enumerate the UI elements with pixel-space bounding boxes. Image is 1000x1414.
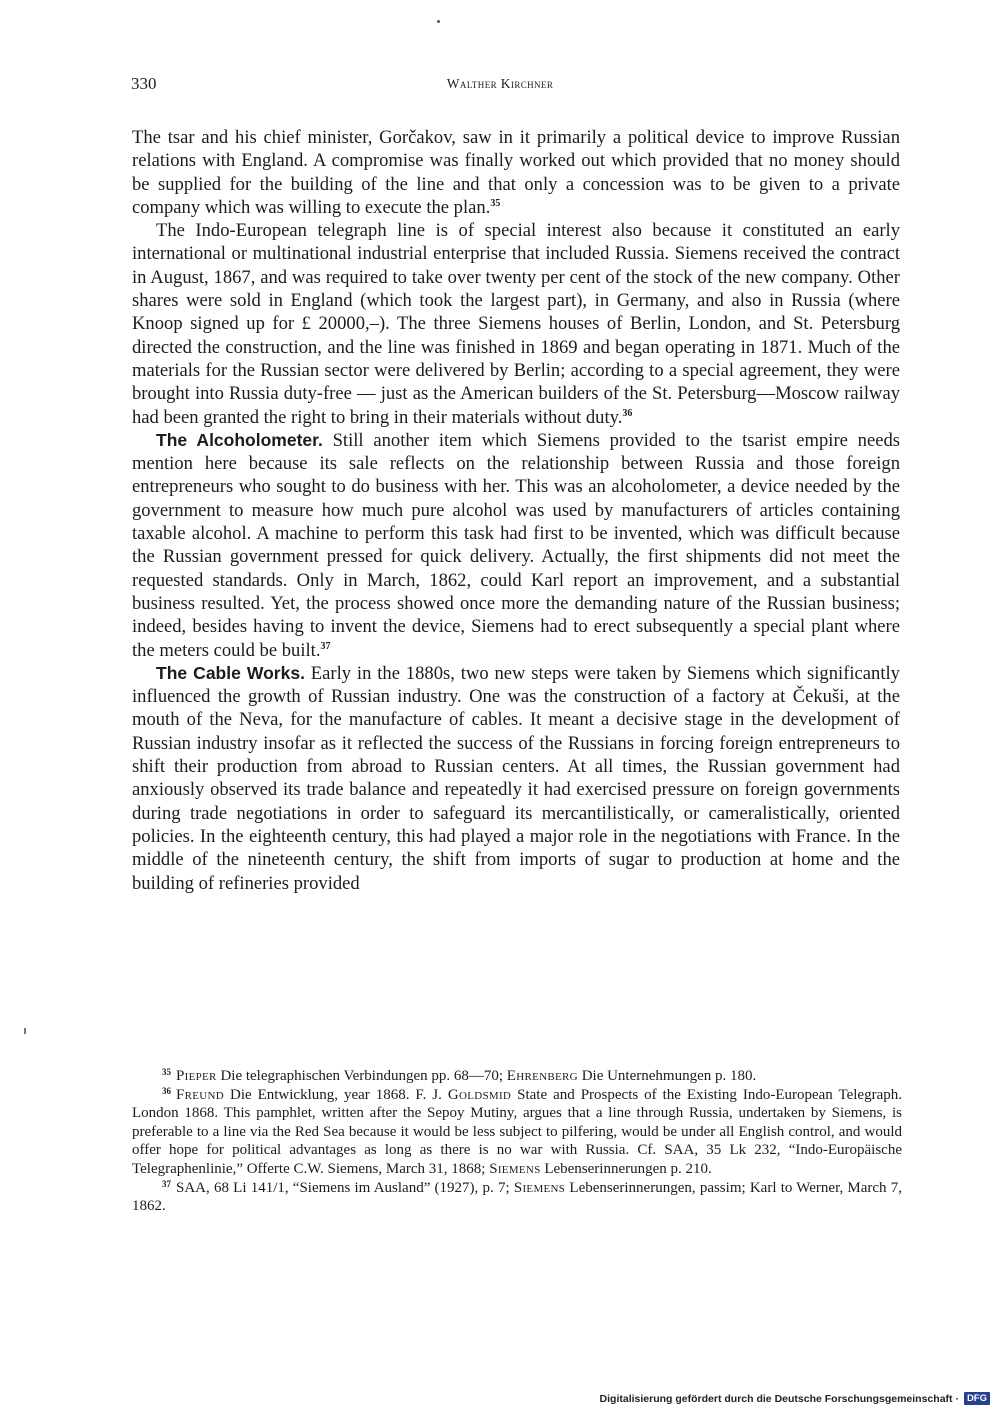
running-head: Walther Kirchner (446, 76, 554, 91)
footnote-36 (132, 1086, 902, 1179)
paragraph-2 (132, 219, 900, 429)
footnote-ref-36: 36 (622, 407, 633, 419)
footnote-author: Siemens (513, 1179, 566, 1196)
paragraph-1 (132, 126, 900, 219)
footnote-author: Pieper (176, 1068, 217, 1084)
footnote-author: Siemens (489, 1160, 541, 1177)
footnote-ref-35: 35 (490, 197, 501, 209)
footnote-text: State and Prospects of the Existing Indo-European Telegraph. London 1868. This pamphlet, written after the Sepoy Mutiny, argues that a line through Russia, undertaken by Siemens, is preferable to a line via the Red Sea because it would be less subject to pilfering, would be under all English control, and would offer hope for political advantages as long as there is no war with Russia. Cf. SAA, 35 Lk 232, “Indo-Europäische Telegraphenlinie,” Offerte C.W. Siemens, March 31, 1868; (132, 1086, 902, 1177)
paragraph-3-text: Still another item which Siemens provided to the tsarist empire needs mention here because its sale reflects on the relationship between Russia and those foreign entrepreneurs who sought to do business with her. This was an alcoholometer, a device needed by the government to measure how much pure alcohol was used by manufacturers of articles containing taxable alcohol. A machine to perform this task had first to be invented, which was difficult because the Russian government pressed for quick delivery. Actually, the first shipments did not meet the requested standards. Only in March, 1862, could Karl report an improvement, and a substantial business resulted. Yet, the process showed once more the demanding nature of the Russian business; indeed, besides having to invent the device, Siemens had to erect subsequently a special plant where the meters could be built. (132, 429, 900, 661)
footnote-text: Die Entwicklung, year 1868. F. J. (224, 1086, 448, 1103)
footnote-author: Ehrenberg (506, 1068, 578, 1084)
footnote-number: 35 (162, 1067, 171, 1077)
footnote-text: SAA, 68 Li 141/1, “Siemens im Ausland” (1927), p. 7; (176, 1179, 514, 1196)
footnote-text: Die telegraphischen Verbindungen pp. 68—70; (216, 1068, 507, 1084)
paragraph-4 (132, 662, 900, 895)
paragraph-2-text: The Indo-European telegraph line is of special interest also because it constituted an early international or multinational industrial enterprise that included Russia. Siemens received the contract in August, 1867, and was required to take over twenty per cent of the stock of the new company. Other shares were sold in England (which took the largest part), in Germany, and also in Russia (where Knoop signed up for £ 20000,–). The three Siemens houses of Berlin, London, and St. Petersburg directed the construction, and the line was finished in 1869 and began operating in 1871. Much of the materials for the Russian sector were delivered by Berlin; according to a special agreement, they were brought into Russia duty-free — just as the American builders of the St. Petersburg—Moscow railway had been granted the right to bring in their materials without duty. (132, 220, 900, 428)
footnote-text: Die Unternehmungen p. 180. (577, 1068, 757, 1084)
paragraph-3 (132, 429, 900, 662)
section-heading-alcoholometer: The Alcoholometer. (156, 429, 323, 450)
footnotes (132, 1067, 902, 1216)
margin-mark (24, 1028, 26, 1034)
footnote-35 (132, 1067, 902, 1086)
dfg-logo-icon: DFG (964, 1392, 990, 1405)
section-heading-cable-works: The Cable Works. (156, 662, 305, 683)
footnote-37 (132, 1179, 902, 1216)
footnote-number: 37 (162, 1178, 171, 1189)
body-text (132, 126, 900, 895)
page-number: 330 (131, 74, 157, 93)
dfg-funding-text: Digitalisierung gefördert durch die Deutsche Forschungsgemeinschaft · (599, 1392, 959, 1405)
footnote-author: Freund (176, 1086, 225, 1103)
footnote-author: Goldsmid (447, 1086, 512, 1103)
paragraph-4-text: Early in the 1880s, two new steps were taken by Siemens which significantly influenced the growth of Russian industry. One was the construction of a factory at Čekuši, at the mouth of the Neva, for the manufacture of cables. It meant a decisive stage in the development of Russian industry insofar as it reflected the success of the Russians in forcing foreign entrepreneurs to shift their production from abroad to Russian centers. At all times, the Russian government had anxiously observed its trade balance and repeatedly it had exercised pressure on foreign governments during trade negotiations in order to safeguard its mercantilistically, or cameralistically, oriented policies. In the eighteenth century, this had played a major role in the negotiations with France. In the middle of the nineteenth century, the shift from imports of sugar to production at home and the building of refineries provided (132, 662, 900, 894)
footnote-text: Lebenserinnerungen, passim; Karl to Werner, March 7, 1862. (132, 1179, 903, 1215)
paragraph-1-text: The tsar and his chief minister, Gorčakov, saw in it primarily a political device to improve Russian relations with England. A compromise was finally worked out which provided that no money should be supplied for the building of the line and that only a concession was to be given to a private company which was willing to execute the plan. (132, 127, 900, 218)
footnote-number: 36 (162, 1085, 171, 1096)
footnote-ref-37: 37 (320, 640, 331, 652)
dfg-funding-banner (600, 1392, 990, 1405)
scan-speck (437, 20, 440, 23)
footnote-text: Lebenserinnerungen p. 210. (540, 1160, 712, 1177)
